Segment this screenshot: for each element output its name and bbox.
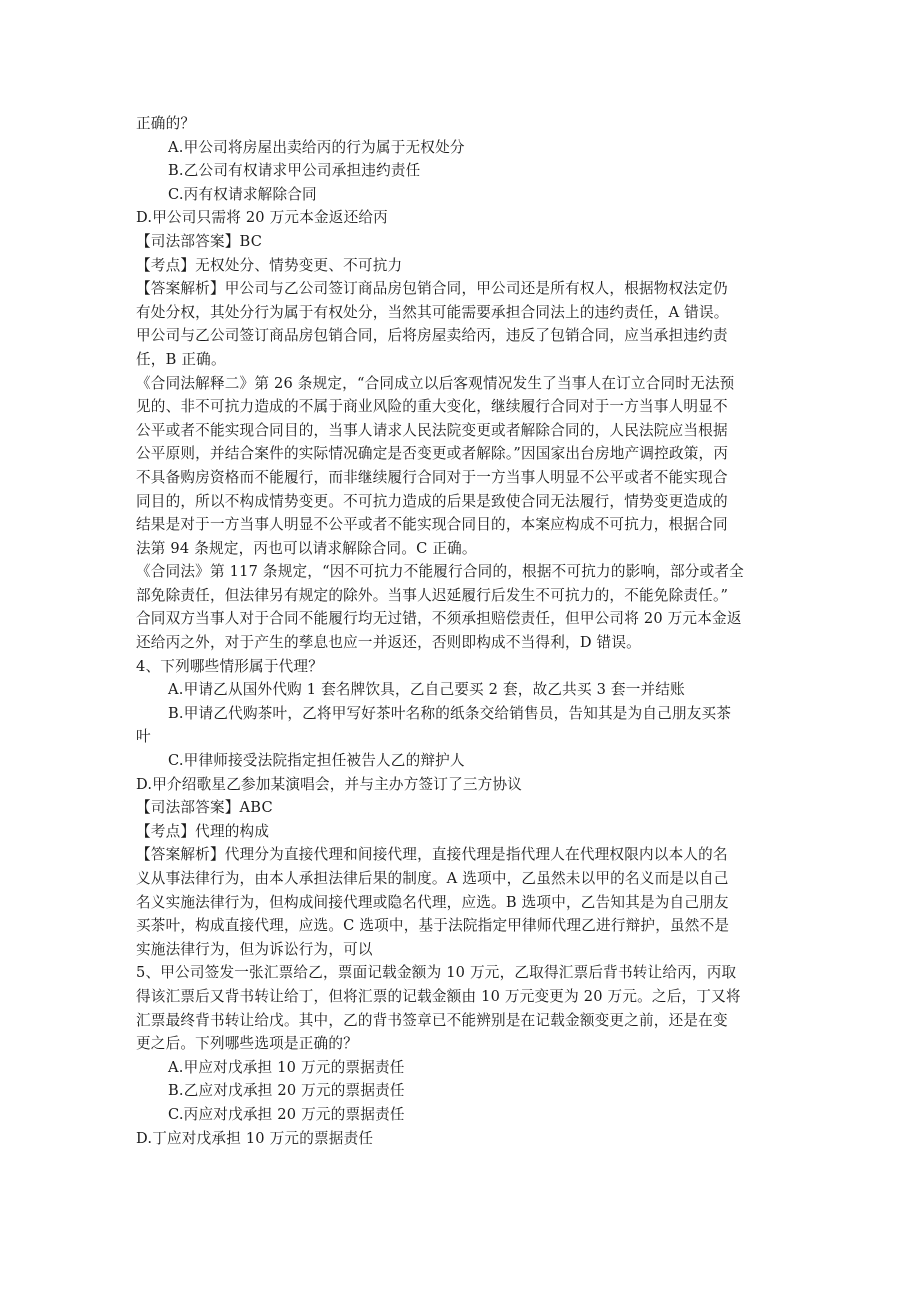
explanation-line: 合同双方当事人对于合同不能履行均无过错，不须承担赔偿责任，但甲公司将 20 万元本金返	[136, 610, 742, 628]
explanation-line: 【答案解析】甲公司与乙公司签订商品房包销合同，甲公司还是所有权人，根据物权法定仍	[136, 280, 728, 298]
official-answer: 【司法部答案】ABC	[136, 799, 273, 817]
explanation-line: 《合同法解释二》第 26 条规定，“合同成立以后客观情况发生了当事人在订立合同时无法预	[136, 374, 735, 392]
option-d: D.甲介绍歌星乙参加某演唱会，并与主办方签订了三方协议	[136, 775, 523, 793]
explanation-line: 名义实施法律行为，但构成间接代理或隐名代理，应选。B 选项中，乙告知其是为自己朋友	[136, 893, 729, 911]
explanation-line: 任，B 正确。	[136, 350, 226, 368]
question-stem: 4、下列哪些情形属于代理？	[136, 657, 324, 675]
explanation-line: 结果是对于一方当事人明显不公平或者不能实现合同目的，本案应构成不可抗力，根据合同	[136, 516, 728, 534]
explanation-line: 法第 94 条规定，丙也可以请求解除合同。C 正确。	[136, 539, 477, 557]
explanation-line: 不具备购房资格而不能履行，而非继续履行合同对于一方当事人明显不公平或者不能实现合	[136, 468, 728, 486]
explanation-line: 甲公司与乙公司签订商品房包销合同，后将房屋卖给丙，违反了包销合同，应当承担违约责	[136, 327, 728, 345]
explanation-line: 同目的，所以不构成情势变更。不可抗力造成的后果是致使合同无法履行，情势变更造成的	[136, 492, 728, 510]
explanation-line: 有处分权，其处分行为属于有权处分，当然其可能需要承担合同法上的违约责任，A 错误。	[136, 303, 729, 321]
explanation-line: 买茶叶，构成直接代理，应选。C 选项中，基于法院指定甲律师代理乙进行辩护，虽然不是	[136, 917, 730, 935]
option-b-continued: 叶	[136, 728, 151, 746]
question-stem: 更之后。下列哪些选项是正确的？	[136, 1035, 358, 1053]
option-a: A.甲公司将房屋出卖给丙的行为属于无权处分	[168, 138, 465, 156]
option-c: C.丙应对戊承担 20 万元的票据责任	[168, 1105, 405, 1123]
option-b: B.乙应对戊承担 20 万元的票据责任	[168, 1082, 405, 1100]
question-stem-end: 正确的？	[136, 115, 196, 132]
option-a: A.甲请乙从国外代购 1 套名牌饮具，乙自己要买 2 套，故乙共买 3 套一并结账	[168, 681, 685, 699]
explanation-line: 《合同法》第 117 条规定，“因不可抗力不能履行合同的，根据不可抗力的影响，部分或者全	[136, 563, 744, 581]
explanation-line: 实施法律行为，但为诉讼行为，可以	[136, 940, 373, 958]
question-stem: 得该汇票后又背书转让给丁，但将汇票的记载金额由 10 万元变更为 20 万元。之后，丁又将	[136, 987, 741, 1005]
explanation-line: 还给丙之外，对于产生的孳息也应一并返还，否则即构成不当得利，D 错误。	[136, 634, 641, 652]
key-points: 【考点】无权处分、情势变更、不可抗力	[136, 256, 403, 274]
option-d: D.丁应对戊承担 10 万元的票据责任	[136, 1129, 374, 1147]
official-answer: 【司法部答案】BC	[136, 232, 263, 250]
option-c: C.甲律师接受法院指定担任被告人乙的辩护人	[168, 752, 465, 770]
explanation-line: 公平原则，并结合案件的实际情况确定是否变更或者解除。”因国家出台房地产调控政策，丙	[136, 445, 729, 463]
option-c: C.丙有权请求解除合同	[168, 185, 317, 203]
question-stem: 汇票最终背书转让给戊。其中，乙的背书签章已不能辨别是在记载金额变更之前，还是在变	[136, 1011, 728, 1029]
question-stem: 5、甲公司签发一张汇票给乙，票面记载金额为 10 万元，乙取得汇票后背书转让给丙，丙取	[136, 964, 737, 982]
option-b: B.甲请乙代购茶叶，乙将甲写好茶叶名称的纸条交给销售员，告知其是为自己朋友买茶	[168, 704, 732, 722]
explanation-line: 公平或者不能实现合同目的，当事人请求人民法院变更或者解除合同的，人民法院应当根据	[136, 421, 728, 439]
explanation-line: 见的、非不可抗力造成的不属于商业风险的重大变化，继续履行合同对于一方当事人明显不	[136, 398, 728, 416]
explanation-line: 【答案解析】代理分为直接代理和间接代理，直接代理是指代理人在代理权限内以本人的名	[136, 846, 728, 864]
option-a: A.甲应对戊承担 10 万元的票据责任	[168, 1058, 405, 1076]
explanation-line: 部免除责任，但法律另有规定的除外。当事人迟延履行后发生不可抗力的，不能免除责任。”	[136, 586, 729, 604]
explanation-line: 义从事法律行为，由本人承担法律后果的制度。A 选项中，乙虽然未以甲的名义而是以自己	[136, 870, 729, 887]
key-points: 【考点】代理的构成	[136, 822, 270, 840]
option-b: B.乙公司有权请求甲公司承担违约责任	[168, 162, 421, 180]
option-d: D.甲公司只需将 20 万元本金返还给丙	[136, 209, 388, 227]
